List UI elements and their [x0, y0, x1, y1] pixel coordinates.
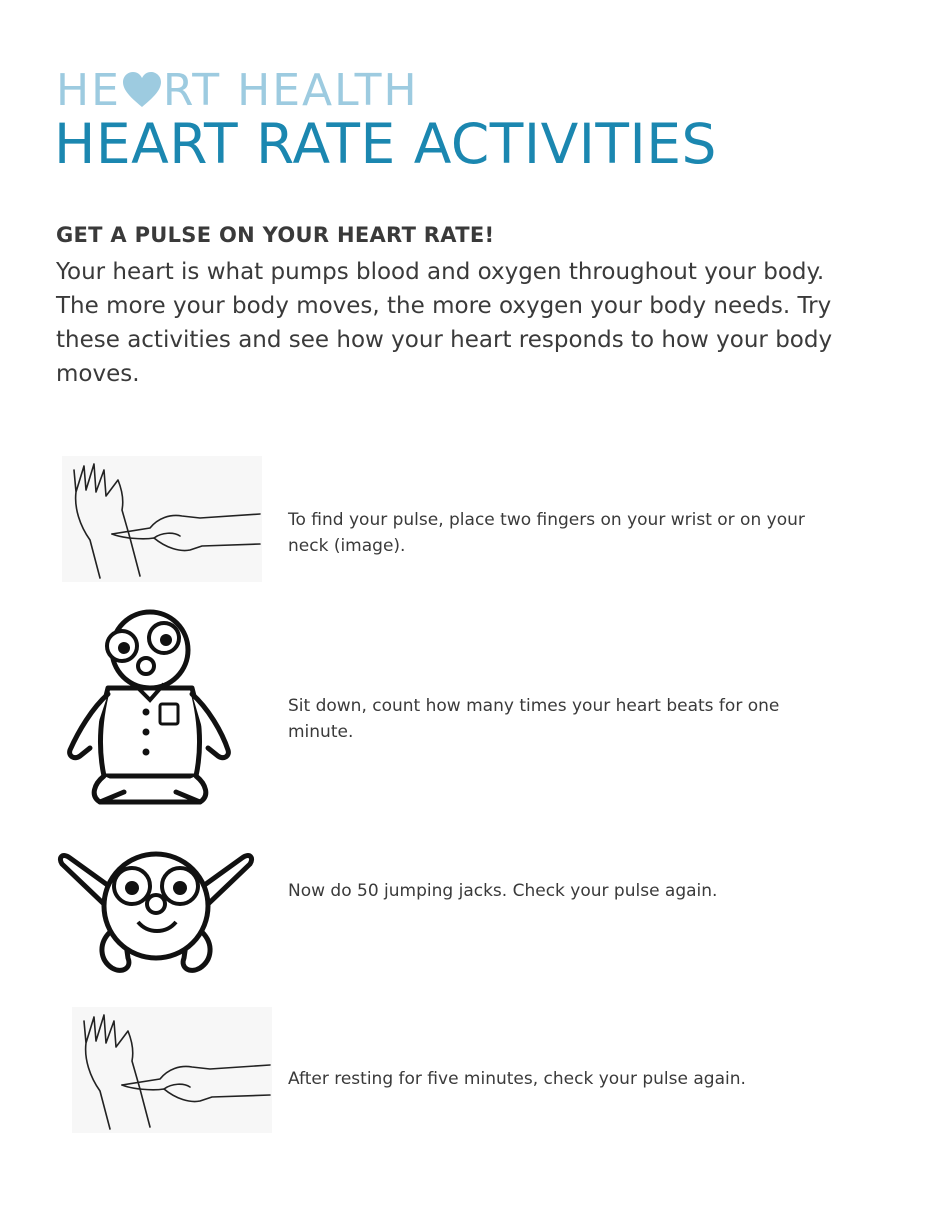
wrist-pulse-icon	[72, 1007, 272, 1133]
wrist-pulse-icon	[62, 456, 262, 582]
heart-icon	[122, 71, 162, 109]
step-4	[0, 1005, 950, 1140]
intro-paragraph: Your heart is what pumps blood and oxygen throughout your body. The more your body moves, the more oxygen your body needs. Try these activities and see how your heart responds to how your body moves.	[56, 259, 833, 387]
step-2	[0, 608, 950, 813]
step-1-text: To find your pulse, place two fingers on your wrist or on your neck (image).	[288, 510, 805, 556]
step-2-text: Sit down, count how many times your heart beats for one minute.	[288, 696, 780, 742]
jumping-character-icon	[56, 836, 256, 976]
sitting-character-icon	[64, 608, 232, 808]
page-title: HEART RATE ACTIVITIES	[54, 112, 717, 176]
section-heading: GET A PULSE ON YOUR HEART RATE!	[56, 223, 495, 247]
step-1	[0, 452, 950, 582]
header-kicker	[56, 66, 419, 114]
kicker-text-end: RT HEALTH	[162, 64, 419, 116]
kicker-text-start: HE	[56, 64, 121, 116]
step-4-text: After resting for five minutes, check your pulse again.	[288, 1069, 746, 1089]
step-3-text: Now do 50 jumping jacks. Check your pulse again.	[288, 881, 718, 901]
step-3	[0, 828, 950, 978]
